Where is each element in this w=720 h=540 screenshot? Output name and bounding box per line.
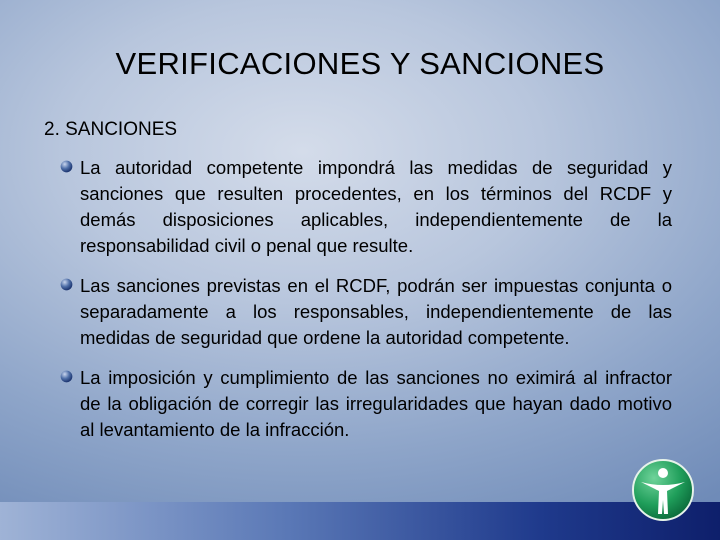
bullet-item: [60, 273, 672, 351]
bottom-band: [0, 502, 720, 540]
globe-bullet-icon: [60, 160, 73, 173]
bullet-text: La autoridad competente impondrá las medidas de seguridad y sanciones que resulten procedentes, en los términos del RCDF y demás disposiciones aplicables, independientemente de la responsabilidad civil o penal que resulte.: [80, 157, 672, 256]
human-figure-logo-icon: [631, 458, 695, 522]
section-heading: 2. SANCIONES: [44, 119, 178, 140]
bullet-item: [60, 155, 672, 259]
slide-title: VERIFICACIONES Y SANCIONES: [115, 46, 605, 81]
bullet-text: La imposición y cumplimiento de las sanciones no eximirá al infractor de la obligación de corregir las irregularidades que hayan dado motivo al levantamiento de la infracción.: [80, 367, 672, 440]
bullet-item: [60, 365, 672, 443]
bullet-list: [60, 155, 672, 457]
globe-bullet-icon: [60, 370, 73, 383]
globe-bullet-icon: [60, 278, 73, 291]
bullet-text: Las sanciones previstas en el RCDF, podrán ser impuestas conjunta o separadamente a los responsables, independientemente de las medidas de seguridad que ordene la autoridad competente.: [80, 275, 672, 348]
